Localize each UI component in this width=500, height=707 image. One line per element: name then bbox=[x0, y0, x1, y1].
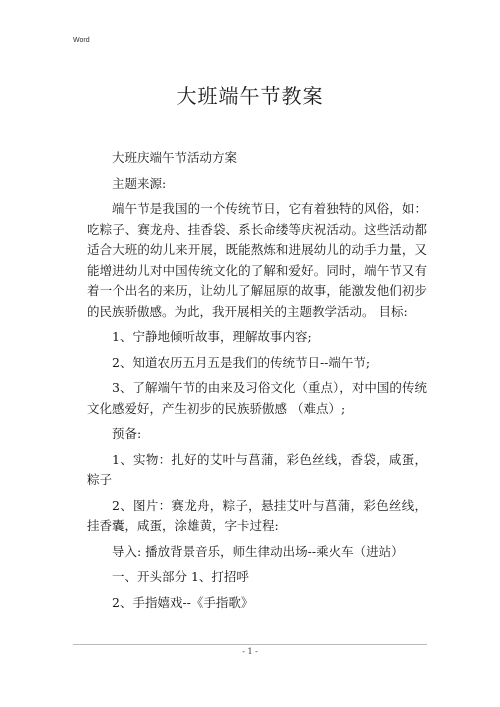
paragraph: 大班庆端午节活动方案 bbox=[112, 150, 238, 165]
page-number: - 1 - bbox=[242, 647, 258, 656]
paragraph: 预备: bbox=[112, 426, 142, 441]
paragraph: 导入: 播放背景音乐，师生律动出场--乘火车（进站） bbox=[112, 543, 404, 559]
document-title: 大班端午节教案 bbox=[176, 84, 324, 108]
paragraph: 一、开头部分 1、打招呼 bbox=[112, 569, 249, 584]
document-body bbox=[87, 148, 427, 617]
paragraph: 2、手指嬉戏--《手指歌》 bbox=[112, 594, 254, 610]
paragraph: 1、宁静地倾听故事，理解故事内容; bbox=[112, 329, 312, 344]
paragraph: 1、实物：扎好的艾叶与菖蒲，彩色丝线，香袋，咸蛋，粽子 bbox=[87, 451, 427, 487]
header-label: Word bbox=[73, 37, 90, 44]
footer-divider bbox=[73, 644, 427, 645]
paragraph: 2、图片：赛龙舟，粽子，悬挂艾叶与菖蒲，彩色丝线，挂香囊，咸蛋，涂雄黄，字卡过程: bbox=[87, 497, 427, 533]
paragraph: 2、知道农历五月五是我们的传统节日--端午节; bbox=[112, 354, 371, 370]
paragraph: 3、了解端午节的由来及习俗文化（重点），对中国的传统文化感爱好，产生初步的民族骄傲感 （难点）; bbox=[87, 380, 427, 416]
paragraph: 主题来源: bbox=[112, 175, 167, 191]
paragraph: 端午节是我国的一个传统节日，它有着独特的风俗，如：吃粽子、赛龙舟、挂香袋、系长命缕等庆祝活动。这些活动都适合大班的幼儿来开展，既能熬炼和进展幼儿的动手力量，又能增进幼儿对中国传统文化的了解和爱好。同时，端午节又有着一个出名的来历，让幼儿了解屈原的故事，能激发他们初步的民族骄傲感。为此，我开展相关的主题教学活动。 目标: bbox=[87, 201, 427, 319]
